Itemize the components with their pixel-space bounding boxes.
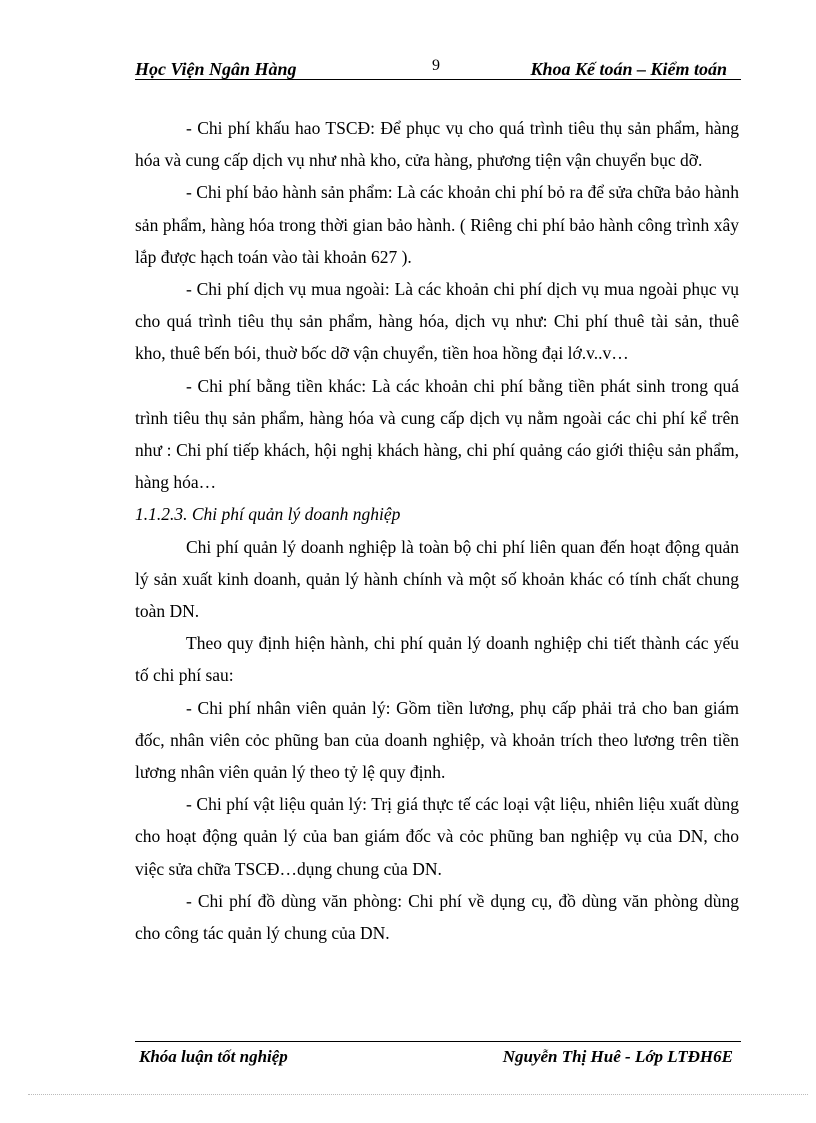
paragraph-depreciation: - Chi phí khấu hao TSCĐ: Để phục vụ cho quá trình tiêu thụ sản phẩm, hàng hóa và cung cấp dịch vụ như nhà kho, cửa hàng, phương tiện vận chuyển bục dỡ.: [135, 118, 739, 171]
paragraph-staff-costs: - Chi phí nhân viên quản lý: Gồm tiền lương, phụ cấp phải trả cho ban giám đốc, nhân viên cỏc phũng ban của doanh nghiệp, và khoản trích theo lương trên tiền lương nhân viên quản lý theo tỷ lệ quy định.: [135, 697, 739, 783]
footer-divider: [135, 1041, 741, 1042]
header-institution: Học Viện Ngân Hàng: [135, 59, 297, 79]
header-department: Khoa Kế toán – Kiểm toán: [530, 59, 727, 79]
footer-thesis-label: Khóa luận tốt nghiệp: [139, 1047, 288, 1066]
page-number: 9: [432, 57, 440, 74]
paragraph-warranty: - Chi phí bảo hành sản phẩm: Là các khoản chi phí bỏ ra để sửa chữa bảo hành sản phẩm, hàng hóa trong thời gian bảo hành. ( Riêng chi phí bảo hành công trình xây lắp được hạch toán vào tài khoản 627 ).: [135, 182, 739, 267]
paragraph-regulation: Theo quy định hiện hành, chi phí quản lý doanh nghiệp chi tiết thành các yếu tố chi phí sau:: [135, 633, 739, 686]
header-divider: [135, 79, 741, 80]
paragraph-material-costs: - Chi phí vật liệu quản lý: Trị giá thực tế các loại vật liệu, nhiên liệu xuất dùng cho hoạt động quản lý của ban giám đốc và cỏc phũng ban nghiệp vụ của DN, cho việc sửa chữa TSCĐ…dụng chung của DN.: [135, 794, 739, 879]
page-edge-dotted-line: [28, 1094, 808, 1095]
section-heading: 1.1.2.3. Chi phí quản lý doanh nghiệp: [135, 504, 401, 525]
paragraph-other-cash-costs: - Chi phí bằng tiền khác: Là các khoản chi phí bằng tiền phát sinh trong quá trình tiêu thụ sản phẩm, hàng hóa và cung cấp dịch vụ nằm ngoài các chi phí kể trên như : Chi phí tiếp khách, hội nghị khách hàng, chi phí quảng cáo giới thiệu sản phẩm, hàng hóa…: [135, 375, 739, 493]
page-footer: [135, 1044, 741, 1070]
page-header: [135, 55, 741, 81]
document-body: [135, 112, 739, 949]
footer-author: Nguyễn Thị Huê - Lớp LTĐH6E: [502, 1047, 733, 1066]
paragraph-management-costs: Chi phí quản lý doanh nghiệp là toàn bộ chi phí liên quan đến hoạt động quản lý sản xuất kinh doanh, quản lý hành chính và một số khoản khác có tính chất chung toàn DN.: [135, 536, 739, 622]
paragraph-office-supplies: - Chi phí đồ dùng văn phòng: Chi phí về dụng cụ, đồ dùng văn phòng dùng cho công tác quản lý chung của DN.: [135, 890, 739, 944]
paragraph-outsourced-services: - Chi phí dịch vụ mua ngoài: Là các khoản chi phí dịch vụ mua ngoài phục vụ cho quá trình tiêu thụ sản phẩm, hàng hóa, dịch vụ như: Chi phí thuê tài sản, thuê kho, thuê bến bói, thuờ bốc dỡ vận chuyển, tiền hoa hồng đại lớ.v..v…: [135, 279, 739, 364]
